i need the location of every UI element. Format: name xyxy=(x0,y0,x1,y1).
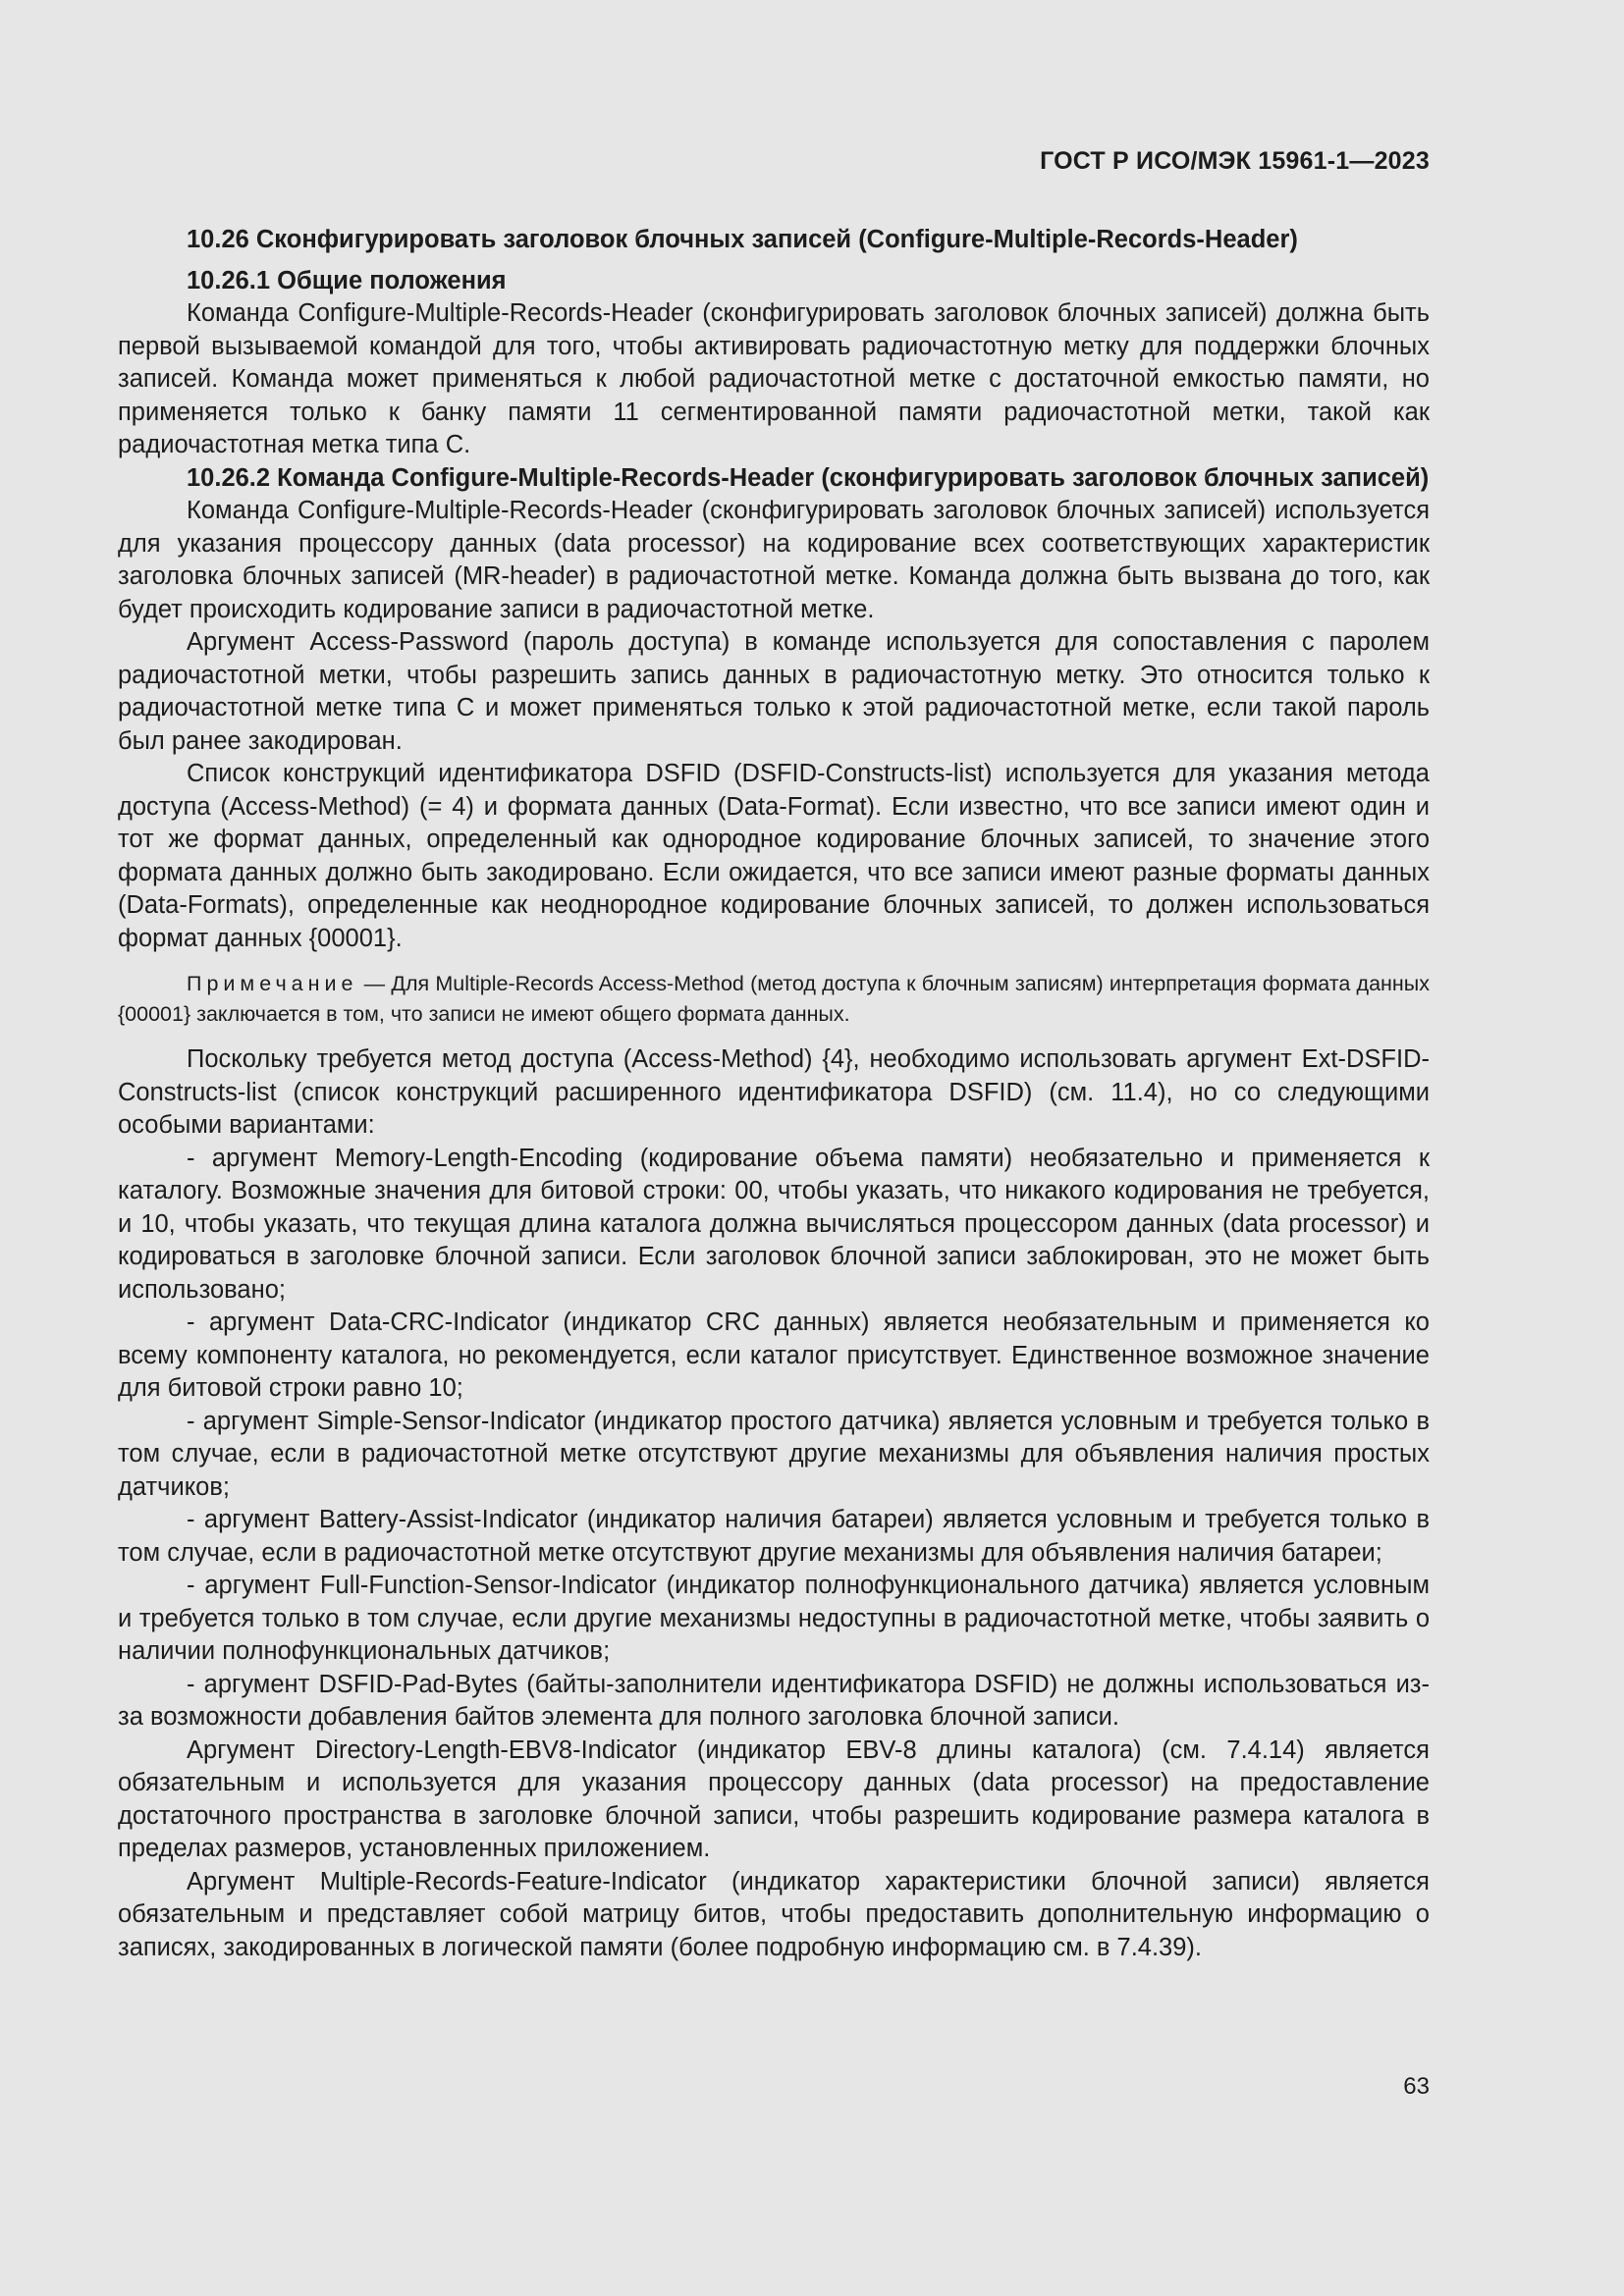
list-item: - аргумент Simple-Sensor-Indicator (индикатор простого датчика) является условным и требуется только в том случае, если в радиочастотной метке отсутствуют другие механизмы для объявления наличия простых датчиков; xyxy=(118,1407,1430,1501)
note-label: Примечание xyxy=(187,972,358,995)
list-item: - аргумент Full-Function-Sensor-Indicator (индикатор полнофункционального датчика) является условным и требуется только в том случае, если другие механизмы недоступны в радиочастотной метке, чтобы заявить о наличии полнофункциональных датчиков; xyxy=(118,1572,1430,1665)
note-text: — Для Multiple-Records Access-Method (метод доступа к блочным записям) интерпретация формата данных {00001} заключается в том, что записи не имеют общего формата данных. xyxy=(118,972,1430,1026)
paragraph: Поскольку требуется метод доступа (Access-Method) {4}, необходимо использовать аргумент Ext-DSFID-Constructs-list (список конструкций расширенного идентификатора DSFID) (см. 11.4), но со следующими особыми вариантами: xyxy=(118,1045,1430,1139)
list-item: - аргумент DSFID-Pad-Bytes (байты-заполнители идентификатора DSFID) не должны использоваться из-за возможности добавления байтов элемента для полного заголовка блочной записи. xyxy=(118,1670,1430,1731)
list-item: - аргумент Memory-Length-Encoding (кодирование объема памяти) необязательно и применяется к каталогу. Возможные значения для битовой строки: 00, чтобы указать, что никакого кодирования не требуется, и 10, чтобы указать, что текущая длина каталога должна вычисляться процессором данных (data processor) и кодироваться в заголовке блочной записи. Если заголовок блочной записи заблокирован, это не может быть использовано; xyxy=(118,1144,1430,1304)
note xyxy=(118,969,1430,1030)
list-item: - аргумент Battery-Assist-Indicator (индикатор наличия батареи) является условным и требуется только в том случае, если в радиочастотной метке отсутствуют другие механизмы для объявления наличия батареи; xyxy=(118,1506,1430,1567)
paragraph: Команда Configure-Multiple-Records-Header (сконфигурировать заголовок блочных записей) должна быть первой вызываемой командой для того, чтобы активировать радиочастотную метку для поддержки блочных записей. Команда может применяться к любой радиочастотной метке с достаточной емкостью памяти, но применяется только к банку памяти 11 сегментированной памяти радиочастотной метки, такой как радиочастотная метка типа С. xyxy=(118,299,1430,458)
paragraph: Список конструкций идентификатора DSFID (DSFID-Constructs-list) используется для указания метода доступа (Access-Method) (= 4) и формата данных (Data-Format). Если известно, что все записи имеют один и тот же формат данных, определенный как однородное кодирование блочных записей, то значение этого формата данных должно быть закодировано. Если ожидается, что все записи имеют разные форматы данных (Data-Formats), определенные как неоднородное кодирование блочных записей, то должен использоваться формат данных {00001}. xyxy=(118,760,1430,952)
subsection-heading-general: 10.26.1 Общие положения xyxy=(187,266,507,294)
paragraph: Аргумент Multiple-Records-Feature-Indicator (индикатор характеристики блочной записи) является обязательным и представляет собой матрицу битов, чтобы предоставить дополнительную информацию о записях, закодированных в логической памяти (более подробную информацию см. в 7.4.39). xyxy=(118,1867,1430,1961)
paragraph: Аргумент Access-Password (пароль доступа) в команде используется для сопоставления с паролем радиочастотной метки, чтобы разрешить запись данных в радиочастотную метку. Это относится только к радиочастотной метке типа С и может применяться только к этой радиочастотной метке, если такой пароль был ранее закодирован. xyxy=(118,628,1430,755)
subsection-heading-command: 10.26.2 Команда Configure-Multiple-Records-Header (сконфигурировать заголовок блочных записей) xyxy=(187,463,1430,492)
list-item: - аргумент Data-CRC-Indicator (индикатор CRC данных) является необязательным и применяется ко всему компоненту каталога, но рекомендуется, если каталог присутствует. Единственное возможное значение для битовой строки равно 10; xyxy=(118,1308,1430,1402)
document-body xyxy=(118,224,1430,1964)
paragraph: Команда Configure-Multiple-Records-Header (сконфигурировать заголовок блочных записей) используется для указания процессору данных (data processor) на кодирование всех соответствующих характеристик заголовка блочных записей (MR-header) в радиочастотной метке. Команда должна быть вызвана до того, как будет происходить кодирование записи в радиочастотной метке. xyxy=(118,497,1430,623)
paragraph: Аргумент Directory-Length-EBV8-Indicator (индикатор EBV-8 длины каталога) (см. 7.4.14) является обязательным и используется для указания процессору данных (data processor) на предоставление достаточного пространства в заголовке блочной записи, чтобы разрешить кодирование размера каталога в пределах размеров, установленных приложением. xyxy=(118,1735,1430,1862)
section-heading: 10.26 Сконфигурировать заголовок блочных записей (Configure-Multiple-Records-Header) xyxy=(187,226,1298,253)
page-number: 63 xyxy=(1403,2073,1430,2100)
standard-header: ГОСТ Р ИСО/МЭК 15961-1—2023 xyxy=(1040,147,1430,175)
